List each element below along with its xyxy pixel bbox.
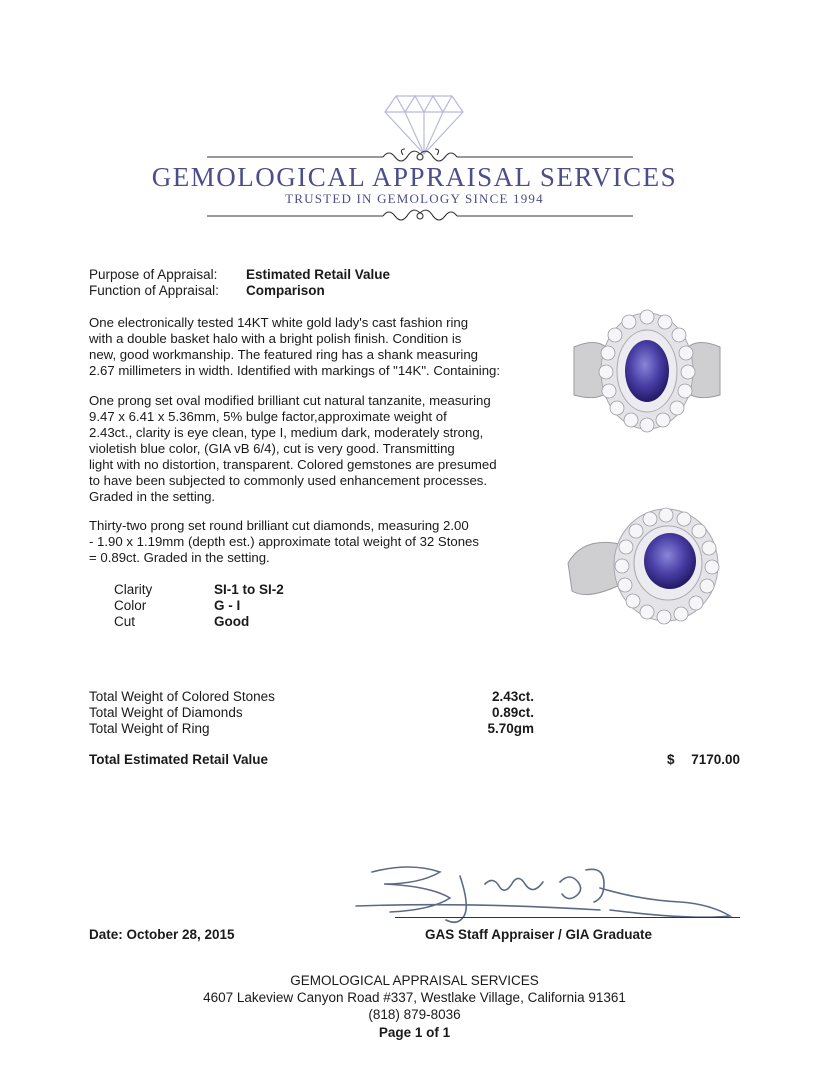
purpose-label: Purpose of Appraisal: xyxy=(89,267,218,282)
retail-value-label: Total Estimated Retail Value xyxy=(89,752,269,767)
ornament-bottom-divider xyxy=(205,206,635,226)
retail-amount: 7170.00 xyxy=(691,752,740,767)
signature-line xyxy=(395,917,740,918)
page-number: Page 1 of 1 xyxy=(378,1025,451,1040)
total-colored-stones-label: Total Weight of Colored Stones xyxy=(89,689,275,704)
function-label: Function of Appraisal: xyxy=(89,283,219,298)
company-tagline: TRUSTED IN GEMOLOGY SINCE 1994 xyxy=(285,191,544,206)
function-value: Comparison xyxy=(246,283,325,298)
company-name: GEMOLOGICAL APPRAISAL SERVICES xyxy=(151,162,678,192)
cut-label: Cut xyxy=(114,614,136,629)
ring-top-view-image xyxy=(572,295,722,445)
appraiser-title: GAS Staff Appraiser / GIA Graduate xyxy=(425,927,653,942)
footer-company: GEMOLOGICAL APPRAISAL SERVICES xyxy=(290,973,539,988)
color-value: G - I xyxy=(214,598,241,613)
footer-address: 4607 Lakeview Canyon Road #337, Westlake Village, California 91361 xyxy=(203,990,626,1005)
color-label: Color xyxy=(114,598,147,613)
clarity-value: SI-1 to SI-2 xyxy=(214,582,284,597)
appraiser-signature xyxy=(350,858,742,930)
footer-phone: (818) 879-8036 xyxy=(368,1007,461,1022)
total-diamonds-value: 0.89ct. xyxy=(491,705,534,720)
cut-value: Good xyxy=(214,614,250,629)
retail-currency: $ xyxy=(667,752,675,767)
appraisal-date: Date: October 28, 2015 xyxy=(89,927,235,942)
diamonds-description: Thirty-two prong set round brilliant cut diamonds, measuring 2.00 - 1.90 x 1.19mm (depth est.) approximate total weight of 32 Stones = 0.89ct. Graded in the setting. xyxy=(89,518,479,565)
total-colored-stones-value: 2.43ct. xyxy=(491,689,534,704)
total-diamonds-label: Total Weight of Diamonds xyxy=(89,705,243,720)
total-ring-weight-value: 5.70gm xyxy=(487,721,534,736)
purpose-value: Estimated Retail Value xyxy=(246,267,391,282)
ring-side-view-image xyxy=(564,505,726,630)
ring-description: One electronically tested 14KT white gold lady's cast fashion ring with a double basket halo with a bright polish finish. Condition is new, good workmanship. The featured ring has a shank measuring 2.67 millimeters in width. Identified with markings of "14K". Containing: xyxy=(89,315,501,378)
total-ring-weight-label: Total Weight of Ring xyxy=(89,721,210,736)
clarity-label: Clarity xyxy=(114,582,153,597)
center-stone-description: One prong set oval modified brilliant cut natural tanzanite, measuring 9.47 x 6.41 x 5.36mm, 5% bulge factor,approximate weight of 2.43ct., clarity is eye clean, type I, medium dark, moderately strong, violetish blue color, (GIA vB 6/4), cut is very good. Transmitting light with no distortion, transparent. Colored gemstones are presumed to have been subjected to commonly used enhancement processes. Graded in the setting. xyxy=(89,393,497,504)
